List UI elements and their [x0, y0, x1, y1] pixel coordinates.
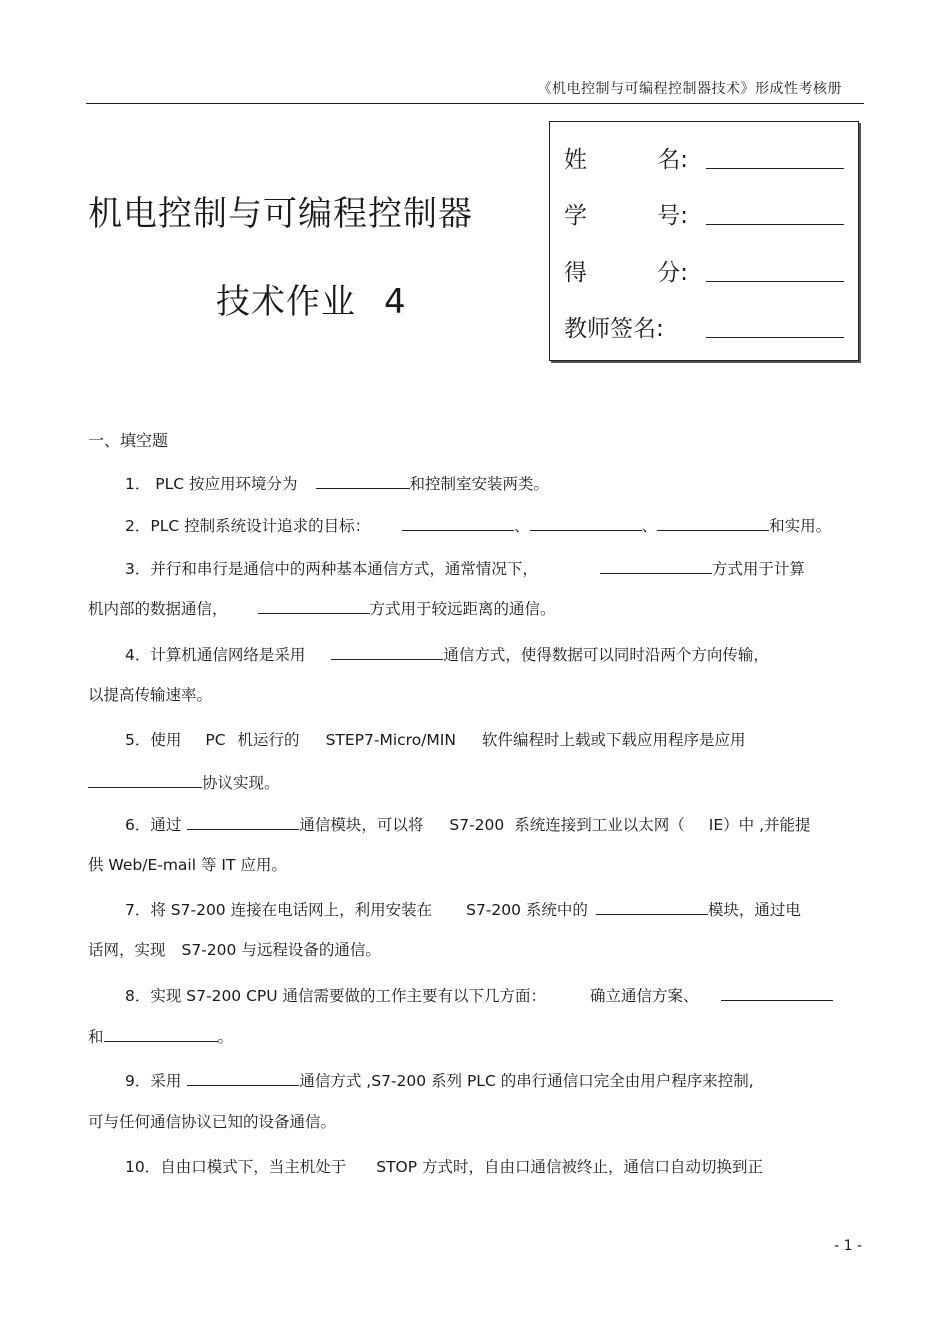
q4-text-b: 通信方式，使得数据可以同时沿两个方向传输， [443, 646, 769, 664]
name-row [564, 137, 858, 177]
sub-title [216, 274, 407, 323]
teacher-row [564, 306, 858, 346]
teacher-label: 教师签名: [564, 315, 664, 342]
main-title: 机电控制与可编程控制器 [88, 194, 473, 234]
q7-text-b: 模块，通过电 [707, 901, 801, 919]
page-number: - 1 - [834, 1238, 862, 1254]
q1-blank[interactable] [316, 474, 410, 489]
q3-text-d: 方式用于较远距离的通信。 [369, 600, 556, 618]
name-blank[interactable] [706, 167, 844, 169]
question-7-line-2 [88, 940, 381, 960]
header-rule [86, 103, 864, 104]
question-9-line-2 [88, 1112, 336, 1132]
name-label-a: 姓 [564, 146, 587, 173]
q4-text-a: 4．计算机通信网络是采用 [125, 646, 306, 664]
q7-text-a: 7．将 S7-200 连接在电话网上，利用安装在 [125, 901, 433, 919]
q5-text-c: 软件编程时上载或下载应用程序是应用 [481, 731, 746, 749]
q5-text-b: 机运行的 [237, 731, 300, 749]
q9-blank[interactable] [187, 1071, 299, 1086]
q6-s7: S7-200 [449, 816, 505, 834]
score-row [564, 250, 858, 290]
q3-blank-2[interactable] [258, 599, 370, 614]
section-heading: 一、填空题 [88, 431, 169, 450]
q5-text-a: 5．使用 [125, 731, 182, 749]
question-6-line-1 [125, 815, 811, 835]
q8-text-a: 8．实现 S7-200 CPU 通信需要做的工作主要有以下几方面： [125, 987, 547, 1005]
q9-text-a: 9．采用 [125, 1072, 182, 1090]
question-2 [125, 516, 831, 536]
q5-step7: STEP7-Micro/MIN [325, 731, 456, 749]
q6-text-a: 6．通过 [125, 816, 182, 834]
question-3-line-1 [125, 559, 805, 579]
q4-text-c: 以提高传输速率。 [88, 686, 213, 704]
q3-text-b: 方式用于计算 [711, 560, 805, 578]
score-blank[interactable] [706, 280, 844, 282]
q6-text-b: 通信模块，可以将 [299, 816, 424, 834]
q7-text-d: S7-200 与远程设备的通信。 [181, 941, 381, 959]
assignment-number: 4 [384, 282, 407, 322]
q1-text-a: 1． PLC 按应用环境分为 [125, 475, 298, 493]
q9-text-c: 可与任何通信协议已知的设备通信。 [88, 1113, 337, 1131]
question-7-line-1 [125, 900, 801, 920]
question-8-line-2 [88, 1027, 233, 1047]
q8-text-b: 确立通信方案、 [590, 987, 699, 1005]
name-label-b: 名: [657, 146, 688, 173]
q5-pc: PC [205, 731, 226, 749]
student-id-row [564, 193, 858, 233]
question-10-line-1 [125, 1157, 763, 1177]
q2-blank-1[interactable] [402, 516, 514, 531]
q2-blank-3[interactable] [657, 516, 769, 531]
question-5-line-2 [88, 773, 280, 793]
q2-sep-1: 、 [514, 517, 530, 535]
id-label-a: 学 [564, 202, 587, 229]
q7-blank[interactable] [596, 900, 708, 915]
question-5-line-1 [125, 730, 745, 750]
header-title: 《机电控制与可编程控制器技术》形成性考核册 [537, 81, 842, 97]
q5-blank[interactable] [88, 773, 202, 788]
question-6-line-2 [88, 855, 287, 875]
q9-text-b: 通信方式 ,S7-200 系列 PLC 的串行通信口完全由用户程序来控制, [299, 1072, 754, 1090]
student-id-blank[interactable] [706, 223, 844, 225]
q8-text-d: 。 [217, 1028, 234, 1046]
question-9-line-1 [125, 1071, 754, 1091]
question-4-line-2 [88, 685, 212, 705]
question-8-line-1 [125, 986, 833, 1006]
q8-text-c: 和 [88, 1028, 104, 1046]
q7-text-c: 话网，实现 [88, 941, 166, 959]
q6-text-c: 系统连接到工业以太网（ [514, 816, 685, 834]
question-4-line-1 [125, 645, 769, 665]
question-1 [125, 474, 549, 494]
q8-blank-1[interactable] [721, 986, 833, 1001]
q3-text-a: 3．并行和串行是通信中的两种基本通信方式，通常情况下， [125, 560, 538, 578]
q10-stop: STOP 方式时，自由口通信被终止，通信口自动切换到正 [376, 1158, 764, 1176]
q2-sep-2: 、 [641, 517, 658, 535]
teacher-signature-blank[interactable] [706, 336, 844, 338]
score-label-b: 分: [657, 259, 688, 286]
q3-blank-1[interactable] [600, 559, 712, 574]
q6-blank[interactable] [187, 815, 299, 830]
q6-ie: IE）中 ,并能提 [708, 816, 811, 834]
question-3-line-2 [88, 599, 556, 619]
q1-text-b: 和控制室安装两类。 [409, 475, 550, 493]
q6-text-d: 供 Web/E-mail 等 IT 应用。 [88, 856, 287, 874]
student-info-box [549, 121, 859, 361]
q4-blank[interactable] [331, 645, 443, 660]
q3-text-c: 机内部的数据通信， [88, 600, 228, 618]
q8-blank-2[interactable] [104, 1027, 218, 1042]
q2-text-b: 和实用。 [769, 517, 832, 535]
q10-text-a: 10．自由口模式下，当主机处于 [125, 1158, 347, 1176]
sub-title-text: 技术作业 [216, 282, 356, 322]
q2-text-a: 2．PLC 控制系统设计追求的目标： [125, 517, 371, 535]
id-label-b: 号: [657, 202, 688, 229]
score-label-a: 得 [564, 259, 587, 286]
q5-text-d: 协议实现。 [202, 774, 280, 792]
q7-s7: S7-200 系统中的 [466, 901, 588, 919]
q2-blank-2[interactable] [530, 516, 642, 531]
